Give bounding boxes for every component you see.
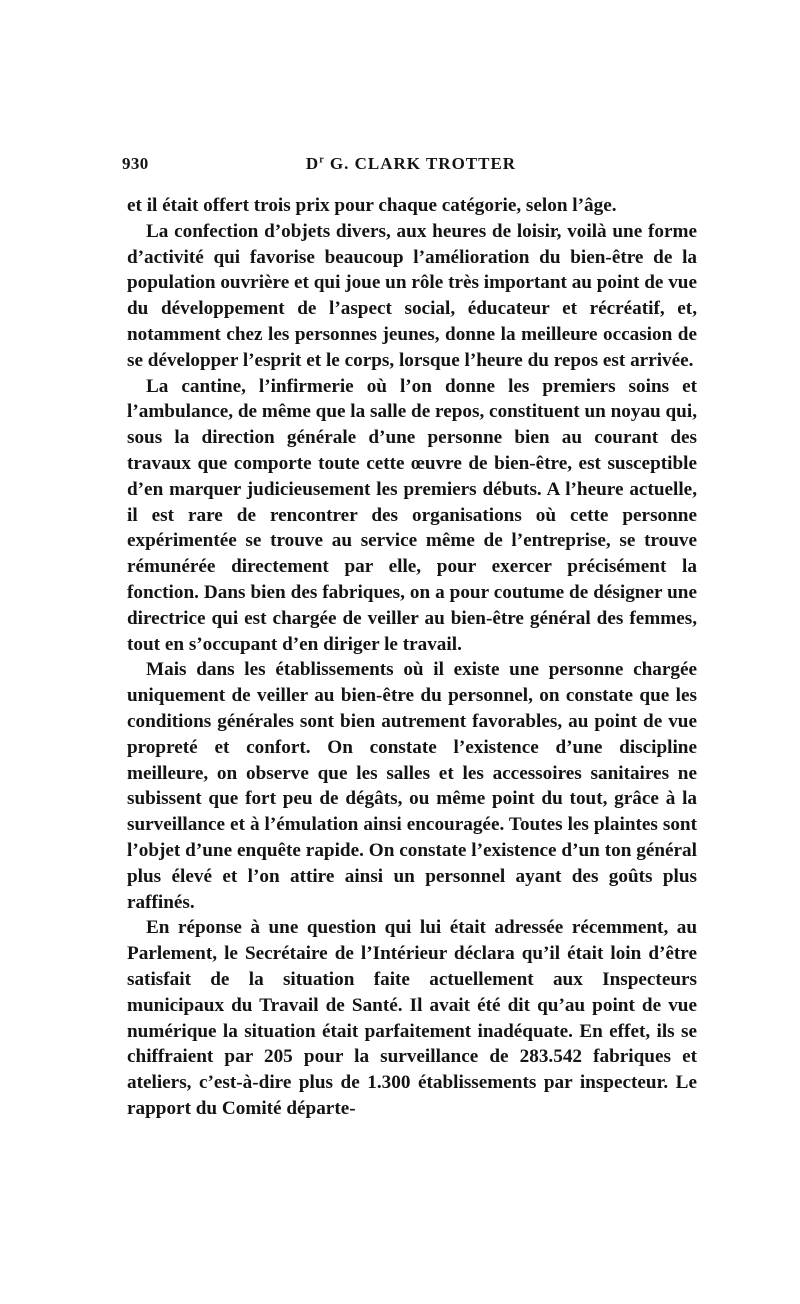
author-prefix-superscript: r — [319, 154, 325, 166]
page-header — [122, 154, 700, 180]
paragraph-leisure-activities: La confection d’objets divers, aux heures de loisir, voilà une forme d’activité qui favorise beaucoup l’amélioration du bien-être de la population ouvrière et qui joue un rôle très important au point de vue du développement de l’aspect social, éducateur et récréatif, et, notamment chez les personnes jeunes, donne la meilleure occasion de se développer l’esprit et le corps, lorsque l’heure du repos est arrivée. — [127, 220, 697, 371]
page-number: 930 — [122, 154, 149, 173]
body-text — [127, 193, 697, 1122]
paragraph-welfare-supervisor: Mais dans les établissements où il existe une personne chargée uniquement de veiller au bien-être du personnel, on constate que les conditions générales sont bien autrement favorables, au point de vue propreté et confort. On constate l’existence d’une discipline meilleure, on observe que les salles et les accessoires sanitaires ne subissent que fort peu de dégâts, ou même point du tout, grâce à la surveillance et à l’émulation ainsi encouragée. Toutes les plaintes sont l’objet d’une enquête rapide. On constate l’existence d’un ton général plus élevé et l’on attire ainsi un personnel ayant des goûts plus raffinés. — [127, 659, 697, 913]
paragraph-continuation: et il était offert trois prix pour chaque catégorie, selon l’âge. — [127, 195, 617, 216]
paragraph-canteen-infirmary: La cantine, l’infirmerie où l’on donne les premiers soins et l’ambulance, de même que la salle de repos, constituent un noyau qui, sous la direction générale d’une personne bien au courant des travaux que comporte toute cette œuvre de bien-être, est susceptible d’en marquer judicieusement les premiers débuts. A l’heure actuelle, il est rare de rencontrer des organisations où cette personne expérimentée se trouve au service même de l’entreprise, se trouve rémunérée directement par elle, pour exercer précisément la fonction. Dans bien des fabriques, on a pour coutume de désigner une directrice qui est chargée de veiller au bien-être général des femmes, tout en s’occupant d’en diriger le travail. — [127, 375, 697, 655]
author-name: G. CLARK TROTTER — [324, 154, 517, 173]
running-head — [122, 154, 700, 174]
paragraph-parliament-inspectors: En réponse à une question qui lui était adressée récemment, au Parlement, le Secrétaire de l’Intérieur déclara qu’il était loin d’être satisfait de la situation faite actuellement aux Inspecteurs municipaux du Travail de Santé. Il avait été dit qu’au point de vue numérique la situation était parfaitement inadéquate. En effet, ils se chiffraient par 205 pour la surveillance de 283.542 fabriques et ateliers, c’est-à-dire plus de 1.300 établissements par inspecteur. Le rapport du Comité départe- — [127, 917, 697, 1119]
author-prefix: D — [305, 154, 320, 173]
